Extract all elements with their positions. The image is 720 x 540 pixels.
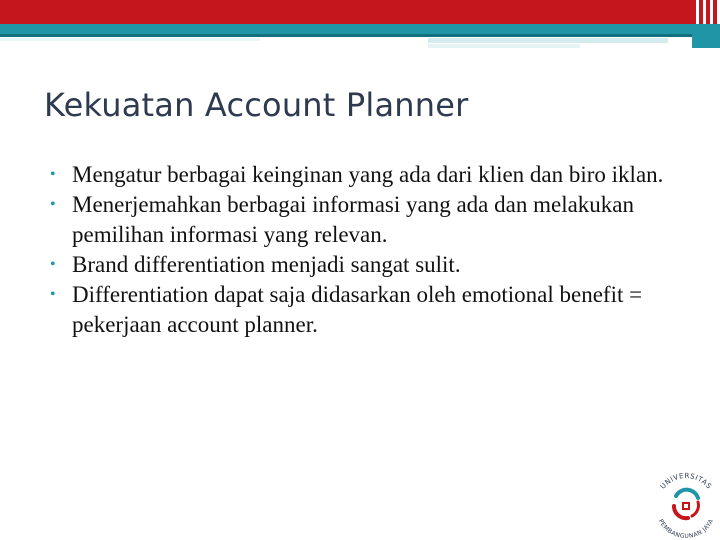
bullet-dot-icon: • [50, 196, 56, 213]
bullet-text: Menerjemahkan berbagai informasi yang ada dan melakukan pemilihan informasi yang relevan. [72, 192, 634, 247]
logo-text-top: UNIVERSITAS [658, 471, 714, 491]
bullet-item [50, 250, 690, 280]
svg-text:PEMBANGUNAN JAYA [657, 518, 715, 540]
light-stripe [428, 38, 668, 43]
bullet-text: Mengatur berbagai keinginan yang ada dari klien dan biro iklan. [72, 162, 664, 187]
vertical-stripes [692, 0, 720, 24]
teal-band [0, 24, 720, 34]
teal-band-right [692, 24, 720, 48]
bullet-text: Brand differentiation menjadi sangat sulit. [72, 252, 461, 277]
slide-title: Kekuatan Account Planner [44, 86, 469, 124]
top-red-bar [0, 0, 692, 24]
light-stripe [0, 38, 260, 41]
bullet-dot-icon: • [50, 286, 56, 303]
bullet-list [50, 160, 690, 340]
university-seal-icon [648, 462, 720, 540]
bullet-item [50, 280, 690, 340]
light-stripe [428, 44, 580, 48]
bullet-dot-icon: • [50, 166, 56, 183]
logo-text-bottom: PEMBANGUNAN JAYA [656, 518, 716, 540]
bullet-item [50, 160, 690, 190]
bullet-text: Differentiation dapat saja didasarkan oleh emotional benefit = pekerjaan account planner. [72, 282, 643, 337]
teal-band-dark [0, 34, 720, 37]
bullet-item [50, 190, 690, 250]
bullet-dot-icon: • [50, 256, 56, 273]
